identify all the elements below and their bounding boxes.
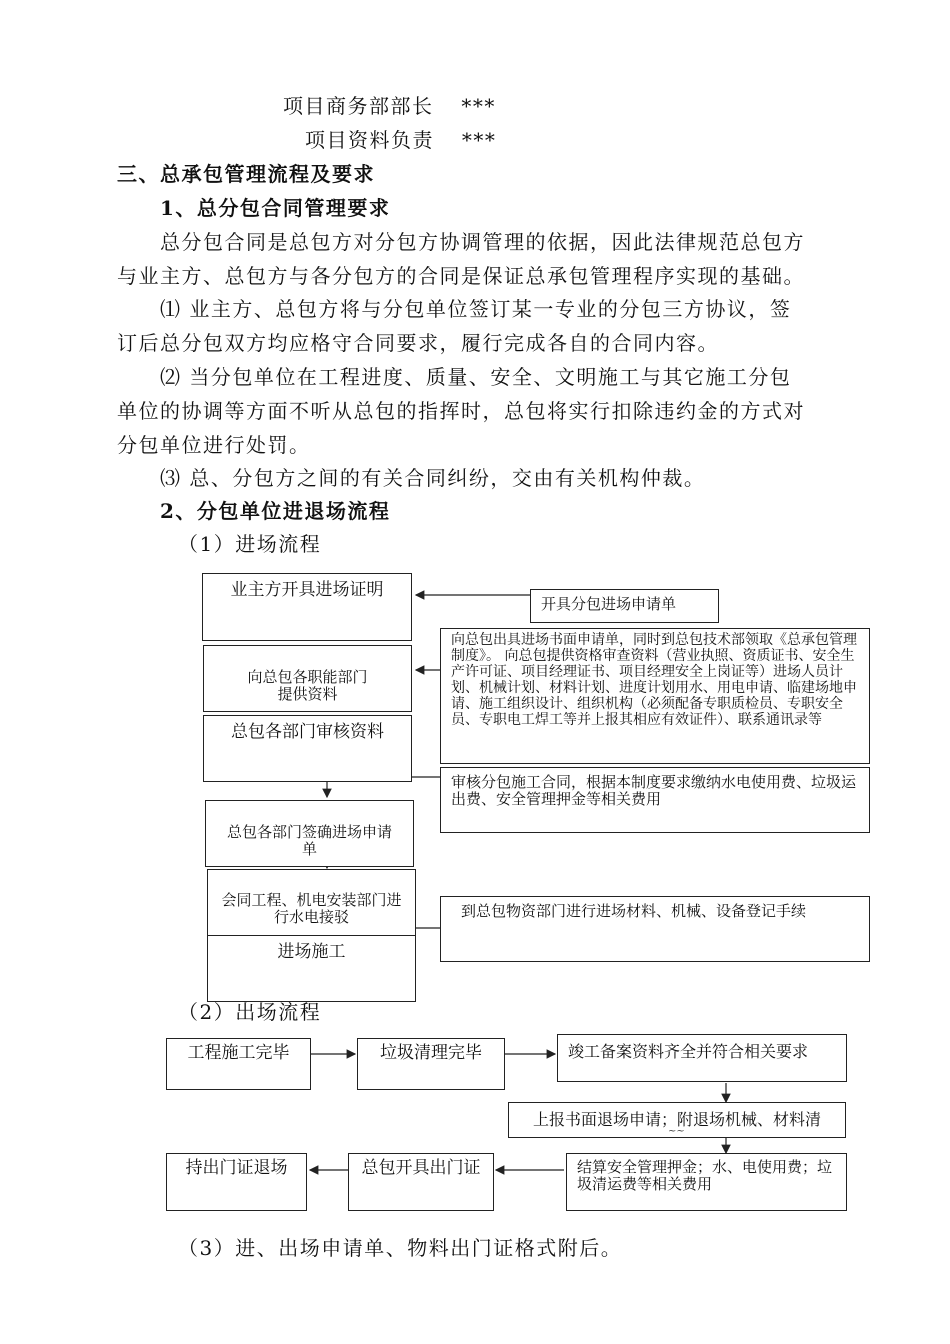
entry-step-review-documents: 总包各部门审核资料 — [203, 715, 412, 782]
entry-note-material-registration: 到总包物资部门进行进场材料、机械、设备登记手续 — [440, 896, 870, 962]
entry-step-utility-connection: 会同工程、机电安装部门进 行水电接驳 — [207, 869, 416, 936]
header-value: *** — [461, 128, 497, 152]
exit-step-records-complete: 竣工备案资料齐全并符合相关要求 — [557, 1034, 847, 1082]
entry-note-submit-documents: 向总包出具进场书面申请单，同时到总包技术部领取《总承包管理制度》。 向总包提供资格审查资料（营业执照、资质证书、安全生产许可证、项目经理证书、项目经理安全上岗证等）进场人员计划、机械计划、材料计划、进度计划用水、用电申请、临建场地申请、施工组织设计、组织机构（必须配备专职质检员、专职安全员、专职电工焊工等并上报其相应有效证件）、联系通讯录等 — [440, 628, 870, 764]
exit-step-leave-with-pass: 持出门证退场 — [166, 1153, 307, 1211]
entry-step-start-construction: 进场施工 — [207, 935, 416, 1002]
entry-note-contract-fees: 审核分包施工合同，根据本制度要求缴纳水电使用费、垃圾运出费、安全管理押金等相关费用 — [440, 767, 870, 833]
exit-step-construction-done: 工程施工完毕 — [166, 1038, 311, 1090]
sub2-title: 2、分包单位进退场流程 — [160, 499, 391, 523]
para2-line2: 订后总分包双方均应格守合同要求，履行完成各自的合同内容。 — [117, 331, 719, 355]
header-value: *** — [461, 94, 496, 118]
squiggle-mark: ~~ — [668, 1126, 685, 1137]
para1-line1: 总分包合同是总包方对分包方协调管理的依据，因此法律规范总包方 — [160, 230, 805, 254]
entry-title: （1）进场流程 — [178, 532, 322, 556]
exit-step-issue-pass: 总包开具出门证 — [348, 1153, 494, 1211]
para1-line2: 与业主方、总包方与各分包方的合同是保证总承包管理程序实现的基础。 — [117, 264, 805, 288]
header-label: 项目商务部部长 — [283, 94, 434, 118]
section3-title: 三、总承包管理流程及要求 — [117, 162, 375, 186]
header-label: 项目资料负责 — [305, 128, 434, 152]
sub1-title: 1、总分包合同管理要求 — [160, 196, 391, 220]
para4: ⑶ 总、分包方之间的有关合同纠纷，交由有关机构仲裁。 — [160, 466, 706, 490]
closing-note: （3）进、出场申请单、物料出门证格式附后。 — [178, 1236, 623, 1260]
exit-step-written-application: 上报书面退场申请；附退场机械、材料清 — [508, 1102, 846, 1138]
para3-line1: ⑵ 当分包单位在工程进度、质量、安全、文明施工与其它施工分包 — [160, 365, 792, 389]
exit-step-cleanup-done: 垃圾清理完毕 — [357, 1038, 505, 1090]
exit-title: （2）出场流程 — [178, 1000, 322, 1024]
entry-step-provide-documents: 向总包各职能部门 提供资料 — [203, 645, 412, 712]
entry-step-sign-application: 总包各部门签确进场申请 单 — [205, 800, 414, 867]
para3-line3: 分包单位进行处罚。 — [117, 433, 311, 457]
exit-step-settle-fees: 结算安全管理押金；水、电使用费；垃圾清运费等相关费用 — [566, 1153, 847, 1211]
entry-note-application-form: 开具分包进场申请单 — [530, 589, 719, 623]
para2-line1: ⑴ 业主方、总包方将与分包单位签订某一专业的分包三方协议，签 — [160, 297, 792, 321]
para3-line2: 单位的协调等方面不听从总包的指挥时，总包将实行扣除违约金的方式对 — [117, 399, 805, 423]
entry-step-owner-certificate: 业主方开具进场证明 — [202, 573, 412, 641]
